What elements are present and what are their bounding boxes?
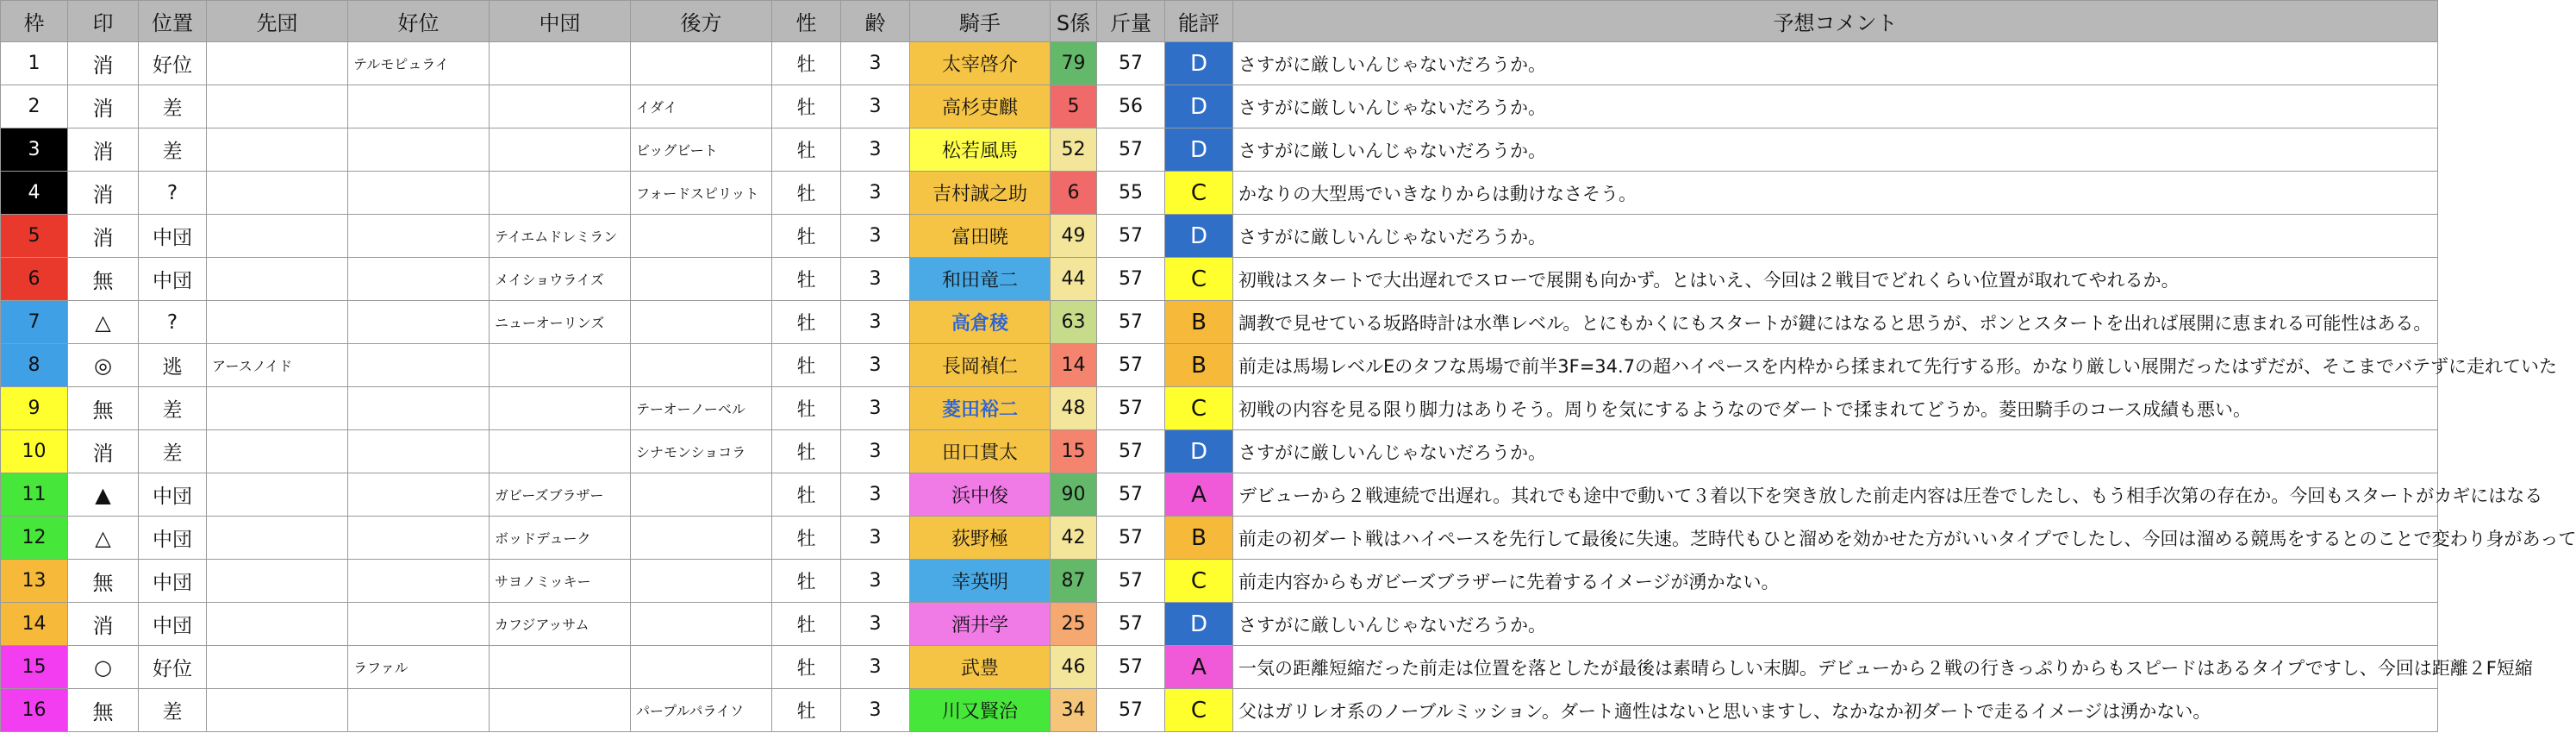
front-horse-cell bbox=[207, 646, 348, 689]
mark-cell: △ bbox=[68, 301, 139, 344]
sex-cell: 牡 bbox=[772, 430, 841, 473]
table-row bbox=[1, 473, 2438, 517]
weight-cell: 57 bbox=[1097, 517, 1165, 560]
sex-cell: 牡 bbox=[772, 646, 841, 689]
good-position-horse-cell bbox=[348, 689, 490, 732]
sex-cell: 牡 bbox=[772, 128, 841, 172]
ability-cell: A bbox=[1165, 473, 1233, 517]
age-cell: 3 bbox=[841, 344, 910, 387]
weight-cell: 55 bbox=[1097, 172, 1165, 215]
mid-pack-horse-cell: カフジアッサム bbox=[490, 603, 631, 646]
front-horse-cell: アースノイド bbox=[207, 344, 348, 387]
speed-cell: 46 bbox=[1051, 646, 1097, 689]
mid-pack-horse-cell: サヨノミッキー bbox=[490, 560, 631, 603]
position-cell: 差 bbox=[139, 387, 207, 430]
sex-cell: 牡 bbox=[772, 215, 841, 258]
good-position-horse-cell bbox=[348, 387, 490, 430]
table-row bbox=[1, 215, 2438, 258]
weight-cell: 57 bbox=[1097, 473, 1165, 517]
position-cell: 中団 bbox=[139, 473, 207, 517]
header-speed: S係 bbox=[1051, 1, 1097, 42]
back-horse-cell bbox=[631, 517, 772, 560]
speed-cell: 42 bbox=[1051, 517, 1097, 560]
frame-cell: 7 bbox=[1, 301, 68, 344]
ability-cell: C bbox=[1165, 560, 1233, 603]
frame-cell: 4 bbox=[1, 172, 68, 215]
back-horse-cell bbox=[631, 215, 772, 258]
good-position-horse-cell bbox=[348, 473, 490, 517]
position-cell: 中団 bbox=[139, 560, 207, 603]
speed-cell: 5 bbox=[1051, 85, 1097, 128]
jockey-cell: 酒井学 bbox=[910, 603, 1051, 646]
age-cell: 3 bbox=[841, 172, 910, 215]
table-row bbox=[1, 689, 2438, 732]
good-position-horse-cell bbox=[348, 128, 490, 172]
table-row bbox=[1, 560, 2438, 603]
mid-pack-horse-cell bbox=[490, 85, 631, 128]
table-row bbox=[1, 172, 2438, 215]
age-cell: 3 bbox=[841, 387, 910, 430]
sex-cell: 牡 bbox=[772, 689, 841, 732]
jockey-cell: 川又賢治 bbox=[910, 689, 1051, 732]
position-cell: 好位 bbox=[139, 646, 207, 689]
frame-cell: 6 bbox=[1, 258, 68, 301]
header-weight: 斤量 bbox=[1097, 1, 1165, 42]
back-horse-cell bbox=[631, 603, 772, 646]
header-mark: 印 bbox=[68, 1, 139, 42]
age-cell: 3 bbox=[841, 42, 910, 85]
frame-cell: 14 bbox=[1, 603, 68, 646]
table-row bbox=[1, 42, 2438, 85]
weight-cell: 57 bbox=[1097, 42, 1165, 85]
header-row bbox=[1, 1, 2438, 42]
front-horse-cell bbox=[207, 85, 348, 128]
mid-pack-horse-cell: ガビーズブラザー bbox=[490, 473, 631, 517]
weight-cell: 57 bbox=[1097, 560, 1165, 603]
jockey-cell: 荻野極 bbox=[910, 517, 1051, 560]
age-cell: 3 bbox=[841, 301, 910, 344]
comment-cell: さすがに厳しいんじゃないだろうか。 bbox=[1233, 85, 2438, 128]
comment-cell: 初戦はスタートで大出遅れでスローで展開も向かず。とはいえ、今回は２戦目でどれくらい位置が取れてやれるか。 bbox=[1233, 258, 2438, 301]
table-row bbox=[1, 430, 2438, 473]
ability-cell: C bbox=[1165, 387, 1233, 430]
mid-pack-horse-cell bbox=[490, 689, 631, 732]
weight-cell: 57 bbox=[1097, 646, 1165, 689]
good-position-horse-cell bbox=[348, 172, 490, 215]
mark-cell: 無 bbox=[68, 560, 139, 603]
jockey-cell: 松若風馬 bbox=[910, 128, 1051, 172]
frame-cell: 13 bbox=[1, 560, 68, 603]
table-row bbox=[1, 344, 2438, 387]
table-row bbox=[1, 301, 2438, 344]
back-horse-cell bbox=[631, 344, 772, 387]
header-back: 後方 bbox=[631, 1, 772, 42]
jockey-cell: 武豊 bbox=[910, 646, 1051, 689]
front-horse-cell bbox=[207, 172, 348, 215]
sex-cell: 牡 bbox=[772, 42, 841, 85]
position-cell: 好位 bbox=[139, 42, 207, 85]
age-cell: 3 bbox=[841, 85, 910, 128]
age-cell: 3 bbox=[841, 215, 910, 258]
header-front: 先団 bbox=[207, 1, 348, 42]
frame-cell: 11 bbox=[1, 473, 68, 517]
weight-cell: 57 bbox=[1097, 258, 1165, 301]
mark-cell: 消 bbox=[68, 172, 139, 215]
front-horse-cell bbox=[207, 301, 348, 344]
weight-cell: 57 bbox=[1097, 215, 1165, 258]
back-horse-cell bbox=[631, 258, 772, 301]
position-cell: ? bbox=[139, 172, 207, 215]
age-cell: 3 bbox=[841, 689, 910, 732]
comment-cell: 前走は馬場レベルEのタフな馬場で前半3F=34.7の超ハイペースを内枠から揉まれて先行する形。かなり厳しい展開だったはずだが、そこまでバテずに走れていた bbox=[1233, 344, 2438, 387]
mid-pack-horse-cell bbox=[490, 430, 631, 473]
front-horse-cell bbox=[207, 560, 348, 603]
mid-pack-horse-cell: ニューオーリンズ bbox=[490, 301, 631, 344]
front-horse-cell bbox=[207, 473, 348, 517]
speed-cell: 44 bbox=[1051, 258, 1097, 301]
frame-cell: 12 bbox=[1, 517, 68, 560]
comment-cell: 父はガリレオ系のノーブルミッション。ダート適性はないと思いますし、なかなか初ダートで走るイメージは湧かない。 bbox=[1233, 689, 2438, 732]
age-cell: 3 bbox=[841, 603, 910, 646]
comment-cell: デビューから２戦連続で出遅れ。其れでも途中で動いて３着以下を突き放した前走内容は圧巻でしたし、もう相手次第の存在か。今回もスタートがカギにはなる bbox=[1233, 473, 2438, 517]
speed-cell: 34 bbox=[1051, 689, 1097, 732]
mid-pack-horse-cell bbox=[490, 646, 631, 689]
table-row bbox=[1, 646, 2438, 689]
ability-cell: C bbox=[1165, 172, 1233, 215]
sex-cell: 牡 bbox=[772, 517, 841, 560]
position-cell: 中団 bbox=[139, 603, 207, 646]
frame-cell: 10 bbox=[1, 430, 68, 473]
good-position-horse-cell: ラファル bbox=[348, 646, 490, 689]
header-comment: 予想コメント bbox=[1233, 1, 2438, 42]
speed-cell: 25 bbox=[1051, 603, 1097, 646]
header-good: 好位 bbox=[348, 1, 490, 42]
mark-cell: ▲ bbox=[68, 473, 139, 517]
back-horse-cell bbox=[631, 560, 772, 603]
mark-cell: 消 bbox=[68, 215, 139, 258]
front-horse-cell bbox=[207, 517, 348, 560]
position-cell: ? bbox=[139, 301, 207, 344]
mark-cell: 消 bbox=[68, 85, 139, 128]
good-position-horse-cell: テルモピュライ bbox=[348, 42, 490, 85]
speed-cell: 63 bbox=[1051, 301, 1097, 344]
comment-cell: さすがに厳しいんじゃないだろうか。 bbox=[1233, 215, 2438, 258]
comment-cell: さすがに厳しいんじゃないだろうか。 bbox=[1233, 42, 2438, 85]
speed-cell: 15 bbox=[1051, 430, 1097, 473]
frame-cell: 16 bbox=[1, 689, 68, 732]
comment-cell: 初戦の内容を見る限り脚力はありそう。周りを気にするようなのでダートで揉まれてどうか。菱田騎手のコース成績も悪い。 bbox=[1233, 387, 2438, 430]
good-position-horse-cell bbox=[348, 215, 490, 258]
comment-cell: かなりの大型馬でいきなりからは動けなさそう。 bbox=[1233, 172, 2438, 215]
ability-cell: D bbox=[1165, 430, 1233, 473]
back-horse-cell: パープルパライソ bbox=[631, 689, 772, 732]
mark-cell: ○ bbox=[68, 646, 139, 689]
speed-cell: 87 bbox=[1051, 560, 1097, 603]
jockey-cell: 太宰啓介 bbox=[910, 42, 1051, 85]
front-horse-cell bbox=[207, 215, 348, 258]
jockey-cell: 幸英明 bbox=[910, 560, 1051, 603]
weight-cell: 57 bbox=[1097, 603, 1165, 646]
jockey-cell: 田口貫太 bbox=[910, 430, 1051, 473]
good-position-horse-cell bbox=[348, 560, 490, 603]
header-jockey: 騎手 bbox=[910, 1, 1051, 42]
weight-cell: 57 bbox=[1097, 430, 1165, 473]
mark-cell: 消 bbox=[68, 128, 139, 172]
jockey-cell: 菱田裕二 bbox=[910, 387, 1051, 430]
table-row bbox=[1, 85, 2438, 128]
frame-cell: 15 bbox=[1, 646, 68, 689]
good-position-horse-cell bbox=[348, 301, 490, 344]
comment-cell: 前走の初ダート戦はハイペースを先行して最後に失速。芝時代もひと溜めを効かせた方がいいタイプでしたし、今回は溜める競馬をするとのことで変わり身があって bbox=[1233, 517, 2438, 560]
jockey-cell: 和田竜二 bbox=[910, 258, 1051, 301]
mid-pack-horse-cell bbox=[490, 387, 631, 430]
back-horse-cell: ビッグビート bbox=[631, 128, 772, 172]
ability-cell: C bbox=[1165, 258, 1233, 301]
age-cell: 3 bbox=[841, 517, 910, 560]
weight-cell: 57 bbox=[1097, 128, 1165, 172]
mark-cell: △ bbox=[68, 517, 139, 560]
ability-cell: D bbox=[1165, 42, 1233, 85]
mid-pack-horse-cell: テイエムドレミラン bbox=[490, 215, 631, 258]
weight-cell: 57 bbox=[1097, 689, 1165, 732]
frame-cell: 5 bbox=[1, 215, 68, 258]
ability-cell: D bbox=[1165, 128, 1233, 172]
comment-cell: 調教で見せている坂路時計は水準レベル。とにもかくにもスタートが鍵にはなると思うが、ポンとスタートを出れば展開に恵まれる可能性はある。 bbox=[1233, 301, 2438, 344]
front-horse-cell bbox=[207, 603, 348, 646]
age-cell: 3 bbox=[841, 430, 910, 473]
back-horse-cell bbox=[631, 301, 772, 344]
back-horse-cell: テーオーノーベル bbox=[631, 387, 772, 430]
front-horse-cell bbox=[207, 430, 348, 473]
position-cell: 差 bbox=[139, 85, 207, 128]
ability-cell: B bbox=[1165, 301, 1233, 344]
ability-cell: B bbox=[1165, 517, 1233, 560]
comment-cell: 前走内容からもガビーズブラザーに先着するイメージが湧かない。 bbox=[1233, 560, 2438, 603]
sex-cell: 牡 bbox=[772, 603, 841, 646]
frame-cell: 3 bbox=[1, 128, 68, 172]
front-horse-cell bbox=[207, 387, 348, 430]
jockey-cell: 吉村誠之助 bbox=[910, 172, 1051, 215]
ability-cell: A bbox=[1165, 646, 1233, 689]
ability-cell: D bbox=[1165, 85, 1233, 128]
good-position-horse-cell bbox=[348, 344, 490, 387]
mid-pack-horse-cell: メイショウライズ bbox=[490, 258, 631, 301]
header-position: 位置 bbox=[139, 1, 207, 42]
table-row bbox=[1, 603, 2438, 646]
jockey-cell: 浜中俊 bbox=[910, 473, 1051, 517]
ability-cell: D bbox=[1165, 215, 1233, 258]
position-cell: 差 bbox=[139, 128, 207, 172]
sex-cell: 牡 bbox=[772, 387, 841, 430]
speed-cell: 79 bbox=[1051, 42, 1097, 85]
age-cell: 3 bbox=[841, 560, 910, 603]
header-sex: 性 bbox=[772, 1, 841, 42]
position-cell: 中団 bbox=[139, 258, 207, 301]
weight-cell: 56 bbox=[1097, 85, 1165, 128]
mid-pack-horse-cell bbox=[490, 42, 631, 85]
weight-cell: 57 bbox=[1097, 387, 1165, 430]
mark-cell: 消 bbox=[68, 42, 139, 85]
back-horse-cell bbox=[631, 473, 772, 517]
good-position-horse-cell bbox=[348, 603, 490, 646]
mid-pack-horse-cell: ボッドデューク bbox=[490, 517, 631, 560]
mark-cell: ◎ bbox=[68, 344, 139, 387]
ability-cell: B bbox=[1165, 344, 1233, 387]
position-cell: 中団 bbox=[139, 517, 207, 560]
table-row bbox=[1, 517, 2438, 560]
back-horse-cell: イダイ bbox=[631, 85, 772, 128]
good-position-horse-cell bbox=[348, 430, 490, 473]
header-ability: 能評 bbox=[1165, 1, 1233, 42]
header-mid: 中団 bbox=[490, 1, 631, 42]
front-horse-cell bbox=[207, 128, 348, 172]
front-horse-cell bbox=[207, 42, 348, 85]
back-horse-cell bbox=[631, 42, 772, 85]
sex-cell: 牡 bbox=[772, 301, 841, 344]
age-cell: 3 bbox=[841, 128, 910, 172]
position-cell: 中団 bbox=[139, 215, 207, 258]
weight-cell: 57 bbox=[1097, 301, 1165, 344]
speed-cell: 90 bbox=[1051, 473, 1097, 517]
position-cell: 逃 bbox=[139, 344, 207, 387]
mark-cell: 無 bbox=[68, 258, 139, 301]
mid-pack-horse-cell bbox=[490, 344, 631, 387]
good-position-horse-cell bbox=[348, 85, 490, 128]
position-cell: 差 bbox=[139, 689, 207, 732]
speed-cell: 14 bbox=[1051, 344, 1097, 387]
age-cell: 3 bbox=[841, 473, 910, 517]
frame-cell: 1 bbox=[1, 42, 68, 85]
frame-cell: 8 bbox=[1, 344, 68, 387]
good-position-horse-cell bbox=[348, 258, 490, 301]
back-horse-cell bbox=[631, 646, 772, 689]
mark-cell: 消 bbox=[68, 430, 139, 473]
frame-cell: 2 bbox=[1, 85, 68, 128]
comment-cell: さすがに厳しいんじゃないだろうか。 bbox=[1233, 128, 2438, 172]
back-horse-cell: フォードスピリット bbox=[631, 172, 772, 215]
mid-pack-horse-cell bbox=[490, 128, 631, 172]
jockey-cell: 高杉吏麒 bbox=[910, 85, 1051, 128]
sex-cell: 牡 bbox=[772, 258, 841, 301]
weight-cell: 57 bbox=[1097, 344, 1165, 387]
back-horse-cell: シナモンショコラ bbox=[631, 430, 772, 473]
jockey-cell: 高倉稜 bbox=[910, 301, 1051, 344]
sex-cell: 牡 bbox=[772, 473, 841, 517]
position-cell: 差 bbox=[139, 430, 207, 473]
good-position-horse-cell bbox=[348, 517, 490, 560]
table-row bbox=[1, 258, 2438, 301]
mark-cell: 無 bbox=[68, 689, 139, 732]
comment-cell: 一気の距離短縮だった前走は位置を落としたが最後は素晴らしい末脚。デビューから２戦の行きっぷりからもスピードはあるタイプですし、今回は距離２F短縮 bbox=[1233, 646, 2438, 689]
table-row bbox=[1, 128, 2438, 172]
sex-cell: 牡 bbox=[772, 344, 841, 387]
sex-cell: 牡 bbox=[772, 85, 841, 128]
speed-cell: 48 bbox=[1051, 387, 1097, 430]
sex-cell: 牡 bbox=[772, 560, 841, 603]
jockey-cell: 富田暁 bbox=[910, 215, 1051, 258]
jockey-cell: 長岡禎仁 bbox=[910, 344, 1051, 387]
mark-cell: 無 bbox=[68, 387, 139, 430]
speed-cell: 52 bbox=[1051, 128, 1097, 172]
header-age: 齢 bbox=[841, 1, 910, 42]
ability-cell: D bbox=[1165, 603, 1233, 646]
front-horse-cell bbox=[207, 689, 348, 732]
header-frame: 枠 bbox=[1, 1, 68, 42]
age-cell: 3 bbox=[841, 646, 910, 689]
frame-cell: 9 bbox=[1, 387, 68, 430]
speed-cell: 6 bbox=[1051, 172, 1097, 215]
ability-cell: C bbox=[1165, 689, 1233, 732]
table-row bbox=[1, 387, 2438, 430]
front-horse-cell bbox=[207, 258, 348, 301]
sex-cell: 牡 bbox=[772, 172, 841, 215]
mark-cell: 消 bbox=[68, 603, 139, 646]
mid-pack-horse-cell bbox=[490, 172, 631, 215]
speed-cell: 49 bbox=[1051, 215, 1097, 258]
comment-cell: さすがに厳しいんじゃないだろうか。 bbox=[1233, 430, 2438, 473]
age-cell: 3 bbox=[841, 258, 910, 301]
comment-cell: さすがに厳しいんじゃないだろうか。 bbox=[1233, 603, 2438, 646]
